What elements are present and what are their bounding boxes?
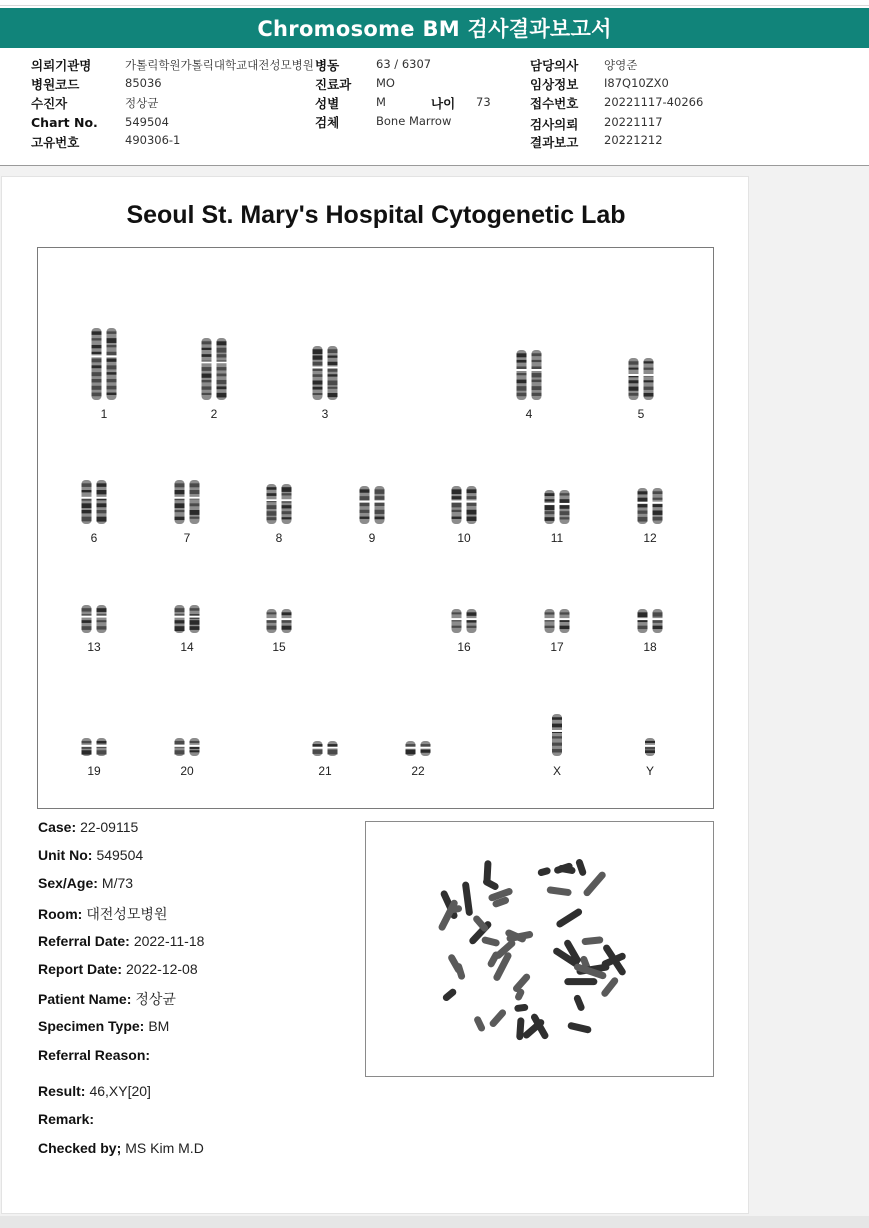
patient-name-value: 정상균	[135, 991, 176, 1007]
chromosome-21	[312, 741, 338, 756]
patient-label: 수진자	[31, 96, 68, 111]
chromosome-11	[544, 490, 570, 524]
doctor-value: 양영준	[604, 58, 638, 72]
receipt-label: 접수번호	[530, 96, 579, 111]
sex-value: M	[376, 95, 386, 109]
chromosome-12	[637, 488, 663, 524]
institution-value: 가톨릭학원가톨릭대학교대전성모병원	[125, 58, 314, 72]
chromosome-5	[628, 358, 654, 400]
chromosome-label-20: 20	[180, 764, 194, 778]
patient-value: 정상균	[125, 96, 159, 110]
clinical-label: 임상정보	[530, 77, 579, 92]
receipt-value: 20221117-40266	[604, 95, 704, 109]
chromosome-label-9: 9	[368, 531, 376, 545]
ward-value: 63 / 6307	[376, 57, 432, 71]
request-label: 검사의뢰	[530, 117, 579, 132]
case-row: Case: 22-09115	[38, 819, 139, 835]
checked-row: Checked by; MS Kim M.D	[38, 1140, 204, 1156]
room-row: Room: 대전성모병원	[38, 906, 168, 922]
chromosome-label-14: 14	[180, 640, 194, 654]
chromosome-17	[544, 609, 570, 633]
unique-value: 490306-1	[125, 133, 181, 147]
doctor-label: 담당의사	[530, 58, 579, 73]
chromosome-label-18: 18	[643, 640, 657, 654]
chromosome-label-21: 21	[318, 764, 332, 778]
chromosome-3	[312, 346, 338, 400]
specimen-value: Bone Marrow	[376, 114, 452, 128]
chromosome-label-22: 22	[411, 764, 425, 778]
chromosome-22	[405, 741, 431, 756]
chromosome-7	[174, 480, 200, 524]
room-value: 대전성모병원	[86, 906, 168, 922]
report-label: 결과보고	[530, 135, 579, 150]
hospital-code-label: 병원코드	[31, 77, 80, 92]
cytogenetic-report	[1, 176, 749, 1214]
chromosome-label-7: 7	[183, 531, 191, 545]
chromosome-label-8: 8	[275, 531, 283, 545]
sexage-row: Sex/Age: M/73	[38, 875, 134, 891]
chromosome-10	[451, 486, 477, 524]
chromosome-1	[91, 328, 117, 400]
sex-label: 성별	[315, 96, 340, 111]
age-label: 나이	[431, 96, 456, 111]
chromosome-Y	[645, 738, 656, 756]
lab-title: Seoul St. Mary's Hospital Cytogenetic Lab	[126, 201, 626, 229]
chromosome-label-3: 3	[321, 407, 329, 421]
patient-info-panel	[0, 55, 869, 167]
chart-value: 549504	[125, 115, 169, 129]
referral-date-row: Referral Date: 2022-11-18	[38, 933, 205, 949]
chromosome-label-19: 19	[87, 764, 101, 778]
institution-label: 의뢰기관명	[31, 58, 92, 73]
department-value: MO	[376, 76, 395, 90]
chromosome-label-10: 10	[457, 531, 471, 545]
metaphase-chromosomes	[437, 858, 627, 1040]
chromosome-label-15: 15	[272, 640, 286, 654]
chromosome-16	[451, 609, 477, 633]
age-value: 73	[476, 95, 491, 109]
chromosome-18	[637, 609, 663, 633]
chromosome-label-13: 13	[87, 640, 101, 654]
chromosome-label-4: 4	[525, 407, 533, 421]
chromosome-label-Y: Y	[645, 764, 655, 778]
chromosome-label-12: 12	[643, 531, 657, 545]
chromosome-9	[359, 486, 385, 524]
chromosome-label-2: 2	[210, 407, 218, 421]
specimen-type-row: Specimen Type: BM	[38, 1018, 170, 1034]
report-date-row: Report Date: 2022-12-08	[38, 961, 198, 977]
chromosome-label-11: 11	[550, 531, 564, 545]
remark-row: Remark:	[38, 1111, 95, 1127]
chromosome-14	[174, 605, 200, 633]
metaphase-panel	[365, 821, 714, 1077]
chromosome-15	[266, 609, 292, 633]
patient-name-row: Patient Name: 정상균	[38, 991, 176, 1007]
chromosome-label-16: 16	[457, 640, 471, 654]
result-value: 46,XY[20]	[89, 1083, 151, 1099]
chromosome-label-1: 1	[100, 407, 108, 421]
karyotype-panel	[37, 247, 714, 809]
unit-row: Unit No: 549504	[38, 847, 144, 863]
chart-label: Chart No.	[31, 115, 98, 130]
clinical-value: I87Q10ZX0	[604, 76, 669, 90]
checked-value: MS Kim M.D	[125, 1140, 204, 1156]
chromosome-label-17: 17	[550, 640, 564, 654]
unit-value: 549504	[96, 847, 144, 863]
karyotype-image	[38, 248, 715, 810]
report-date-value: 2022-12-08	[126, 961, 198, 977]
chromosome-19	[81, 738, 107, 756]
specimen-type-value: BM	[148, 1018, 170, 1034]
referral-reason-row: Referral Reason:	[38, 1047, 151, 1063]
specimen-label: 검체	[315, 115, 340, 130]
hospital-code-value: 85036	[125, 76, 162, 90]
chromosome-13	[81, 605, 107, 633]
unique-label: 고유번호	[31, 135, 80, 150]
case-value: 22-09115	[80, 819, 139, 835]
referral-date-value: 2022-11-18	[133, 933, 205, 949]
chromosome-4	[516, 350, 542, 400]
chromosome-X	[552, 714, 563, 756]
chromosome-8	[266, 484, 292, 524]
request-value: 20221117	[604, 115, 663, 129]
result-row: Result: 46,XY[20]	[38, 1083, 151, 1099]
chromosome-label-6: 6	[90, 531, 98, 545]
top-border	[0, 0, 869, 6]
chromosome-label-5: 5	[637, 407, 645, 421]
metaphase-image	[366, 822, 715, 1078]
report-value: 20221212	[604, 133, 663, 147]
chromosome-6	[81, 480, 107, 524]
bottom-strip	[0, 1216, 869, 1228]
report-header	[0, 8, 869, 48]
sexage-value: M/73	[101, 875, 134, 891]
department-label: 진료과	[315, 77, 352, 92]
chromosome-2	[201, 338, 227, 400]
report-title: Chromosome BM 검사결과보고서	[257, 17, 612, 41]
chromosome-20	[174, 738, 200, 756]
chromosome-label-X: X	[552, 764, 562, 778]
ward-label: 병동	[315, 58, 340, 73]
